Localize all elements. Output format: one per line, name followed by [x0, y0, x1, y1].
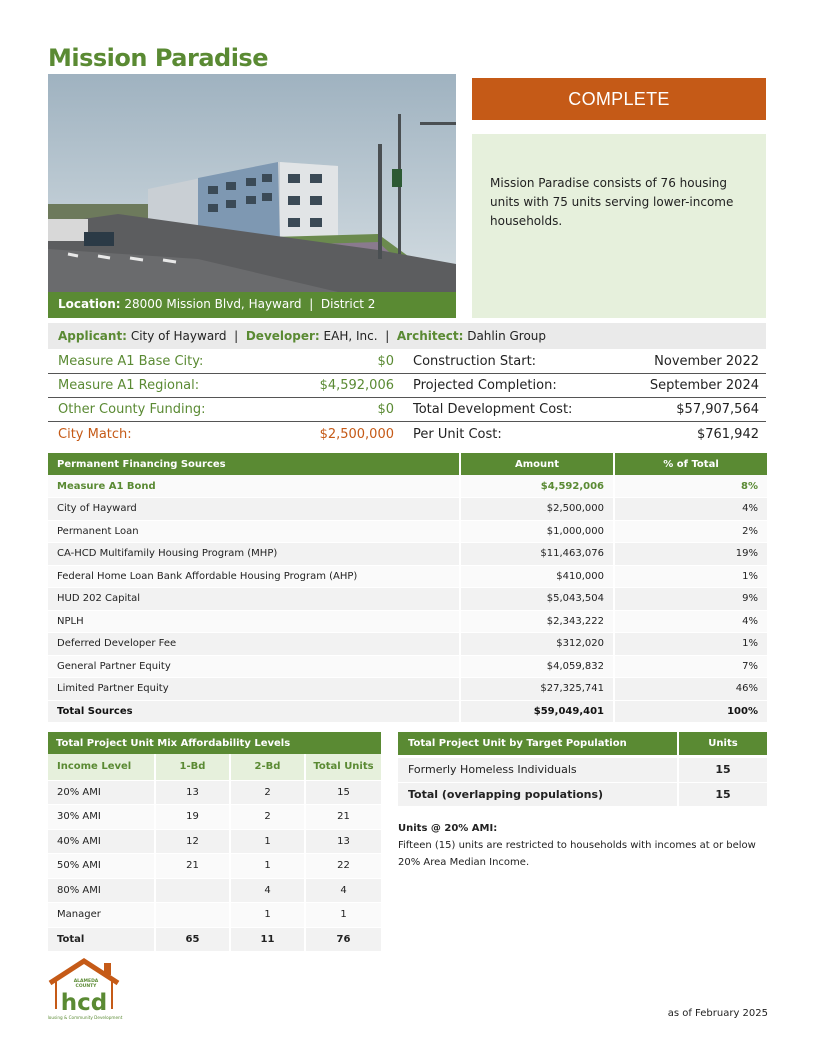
total-units: 4 [305, 878, 381, 903]
total-row [48, 927, 381, 952]
total-units: 13 [305, 829, 381, 854]
unit-mix-title: Total Project Unit Mix Affordability Levels [48, 732, 381, 754]
source-name: Permanent Loan [48, 520, 460, 543]
table-row [48, 780, 381, 805]
income-level: Manager [48, 903, 155, 928]
total-units: 1 [305, 903, 381, 928]
column-header: Total Units [305, 754, 381, 780]
description-box [472, 134, 766, 318]
table-row [48, 610, 767, 633]
total-percent: 100% [614, 700, 767, 723]
total-row [398, 782, 767, 806]
key-funding-value: $2,500,000 [319, 427, 394, 442]
table-row [48, 543, 767, 566]
column-header: 2-Bd [230, 754, 305, 780]
key-funding-value: $0 [377, 402, 394, 417]
total-units: 15 [305, 780, 381, 805]
column-header: Total Project Unit by Target Population [398, 732, 678, 755]
key-funding-row [48, 423, 766, 447]
source-amount: $312,020 [460, 633, 614, 656]
building-photo [48, 74, 456, 292]
total-row [48, 700, 767, 723]
table-row [48, 878, 381, 903]
one-bd-total: 65 [155, 927, 230, 952]
source-name: NPLH [48, 610, 460, 633]
svg-text:COUNTY: COUNTY [75, 984, 97, 989]
source-amount: $5,043,504 [460, 588, 614, 611]
as-of-date: as of February 2025 [667, 1008, 768, 1019]
key-funding-label: City Match: [58, 427, 132, 442]
column-header: Income Level [48, 754, 155, 780]
population-units: 15 [678, 758, 767, 782]
key-funding-row [48, 374, 766, 398]
table-row [48, 655, 767, 678]
milestone-label: Construction Start: [413, 354, 537, 369]
hcd-logo [48, 957, 124, 1021]
description-text: Mission Paradise consists of 76 housing units with 75 units serving lower-income households. [490, 176, 734, 228]
svg-text:Housing & Community Developmen: Housing & Community Development [48, 1015, 123, 1020]
svg-text:hcd: hcd [60, 990, 108, 1016]
column-header: Permanent Financing Sources [48, 453, 460, 475]
two-bd-total: 11 [230, 927, 305, 952]
source-name: Limited Partner Equity [48, 678, 460, 701]
milestone-value: $57,907,564 [676, 402, 759, 417]
source-name: General Partner Equity [48, 655, 460, 678]
developer-label: Developer: [245, 329, 320, 343]
one-bd-count: 13 [155, 780, 230, 805]
key-funding-label: Other County Funding: [58, 402, 206, 417]
key-funding-value: $0 [377, 354, 394, 369]
source-amount: $27,325,741 [460, 678, 614, 701]
total-amount: $59,049,401 [460, 700, 614, 723]
source-percent: 4% [614, 610, 767, 633]
source-amount: $2,500,000 [460, 498, 614, 521]
income-level: 20% AMI [48, 780, 155, 805]
column-header: % of Total [614, 453, 767, 475]
milestone-label: Per Unit Cost: [413, 427, 502, 442]
income-level: 40% AMI [48, 829, 155, 854]
income-level: 80% AMI [48, 878, 155, 903]
ami-note [398, 820, 768, 871]
table-row [48, 498, 767, 521]
source-name: Deferred Developer Fee [48, 633, 460, 656]
source-percent: 7% [614, 655, 767, 678]
source-percent: 2% [614, 520, 767, 543]
roles-separator: | [234, 329, 239, 343]
source-amount: $2,343,222 [460, 610, 614, 633]
income-level: 30% AMI [48, 805, 155, 830]
one-bd-count: 21 [155, 854, 230, 879]
table-row [48, 678, 767, 701]
table-header-row [48, 754, 381, 780]
total-label: Total (overlapping populations) [398, 782, 678, 806]
location-separator: | [309, 297, 314, 311]
total-label: Total [48, 927, 155, 952]
source-name: Measure A1 Bond [48, 475, 460, 498]
page-title: Mission Paradise [48, 44, 268, 72]
row-divider [48, 421, 766, 422]
source-name: City of Hayward [48, 498, 460, 521]
architect-label: Architect: [396, 329, 464, 343]
two-bd-count: 2 [230, 780, 305, 805]
svg-text:ALAMEDA: ALAMEDA [73, 979, 99, 984]
unit-mix-table [48, 732, 381, 952]
source-amount: $4,592,006 [460, 475, 614, 498]
key-funding-label: Measure A1 Regional: [58, 378, 200, 393]
total-units: 21 [305, 805, 381, 830]
table-row [48, 903, 381, 928]
two-bd-count: 1 [230, 854, 305, 879]
two-bd-count: 1 [230, 829, 305, 854]
two-bd-count: 2 [230, 805, 305, 830]
table-row [48, 565, 767, 588]
table-row [398, 758, 767, 782]
income-level: 50% AMI [48, 854, 155, 879]
roles-separator: | [385, 329, 390, 343]
one-bd-count: 19 [155, 805, 230, 830]
table-header-row [398, 732, 767, 755]
note-heading: Units @ 20% AMI: [398, 823, 498, 834]
location-address: 28000 Mission Blvd, Hayward [124, 297, 302, 311]
key-funding-row [48, 398, 766, 422]
milestone-value: $761,942 [696, 427, 759, 442]
developer-value: EAH, Inc. [323, 329, 378, 343]
source-percent: 46% [614, 678, 767, 701]
source-percent: 8% [614, 475, 767, 498]
source-name: Federal Home Loan Bank Affordable Housing Program (AHP) [48, 565, 460, 588]
key-funding-label: Measure A1 Base City: [58, 354, 204, 369]
source-percent: 19% [614, 543, 767, 566]
table-row [48, 588, 767, 611]
milestone-value: November 2022 [654, 354, 759, 369]
applicant-value: City of Hayward [130, 329, 227, 343]
milestone-label: Total Development Cost: [413, 402, 573, 417]
column-header: Amount [460, 453, 614, 475]
house-roof-icon [48, 957, 124, 1021]
milestone-label: Projected Completion: [413, 378, 557, 393]
source-name: CA-HCD Multifamily Housing Program (MHP) [48, 543, 460, 566]
location-district: District 2 [320, 297, 376, 311]
architect-value: Dahlin Group [467, 329, 547, 343]
table-row [48, 475, 767, 498]
applicant-label: Applicant: [58, 329, 127, 343]
location-bar [48, 292, 456, 318]
population-name: Formerly Homeless Individuals [398, 758, 678, 782]
source-amount: $11,463,076 [460, 543, 614, 566]
source-amount: $410,000 [460, 565, 614, 588]
units-total: 76 [305, 927, 381, 952]
table-row [48, 520, 767, 543]
location-label: Location: [58, 297, 121, 311]
two-bd-count: 4 [230, 878, 305, 903]
source-percent: 4% [614, 498, 767, 521]
target-population-table [398, 732, 767, 807]
source-percent: 1% [614, 633, 767, 656]
total-units: 22 [305, 854, 381, 879]
table-row [48, 829, 381, 854]
note-text: Fifteen (15) units are restricted to households with incomes at or below 20% Area Median Income. [398, 840, 756, 868]
table-header-row [48, 453, 767, 475]
status-badge: COMPLETE [472, 78, 766, 120]
column-header: 1-Bd [155, 754, 230, 780]
key-funding-value: $4,592,006 [319, 378, 394, 393]
key-funding-row [48, 350, 766, 374]
source-percent: 9% [614, 588, 767, 611]
one-bd-count: 12 [155, 829, 230, 854]
table-row [48, 854, 381, 879]
roles-bar [48, 323, 766, 349]
source-amount: $1,000,000 [460, 520, 614, 543]
one-bd-count [155, 878, 230, 903]
milestone-value: September 2024 [649, 378, 759, 393]
table-row [48, 633, 767, 656]
table-row [48, 805, 381, 830]
source-amount: $4,059,832 [460, 655, 614, 678]
source-percent: 1% [614, 565, 767, 588]
column-header: Units [678, 732, 767, 755]
financing-table [48, 453, 767, 723]
source-name: HUD 202 Capital [48, 588, 460, 611]
total-label: Total Sources [48, 700, 460, 723]
total-units: 15 [678, 782, 767, 806]
two-bd-count: 1 [230, 903, 305, 928]
one-bd-count [155, 903, 230, 928]
